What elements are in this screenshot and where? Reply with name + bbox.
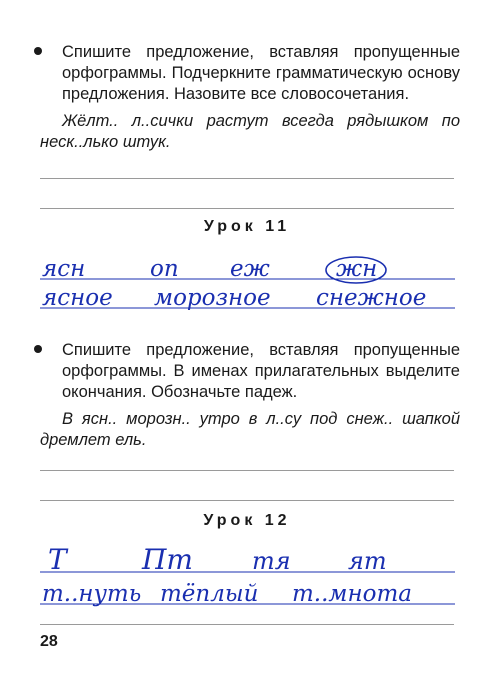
copy-item: т..мнота — [292, 581, 413, 607]
lesson-11-copy-sample — [30, 248, 460, 322]
lesson-12-title: Урок 12 — [203, 512, 291, 529]
copy-item: т..нуть — [42, 581, 142, 607]
page-number: 28 — [40, 633, 58, 650]
copy-item: ясн — [42, 256, 86, 282]
copy-item: тя — [252, 547, 291, 575]
copy-item: оп — [150, 256, 179, 282]
writing-line — [40, 178, 454, 179]
copy-item: снежное — [316, 285, 427, 311]
lesson-11-title: Урок 11 — [203, 218, 291, 235]
writing-line — [40, 208, 454, 209]
task-1 — [40, 42, 460, 153]
task-2 — [40, 340, 460, 451]
task-2-instruction: Спишите предложение, вставляя пропущенные орфограммы. В именах прилагательных выделите окончания. Обозначьте падеж. — [62, 341, 460, 401]
task-1-exercise: Жёлт.. л..сички растут всегда рядышком по неск..лько штук. — [40, 112, 460, 151]
bullet-icon — [34, 345, 42, 353]
copy-item: ясное — [42, 285, 113, 311]
lesson-12-copy-sample — [30, 538, 460, 616]
copy-item: Пт — [142, 543, 193, 576]
writing-line — [40, 624, 454, 625]
bullet-icon — [34, 47, 42, 55]
copy-item: ят — [348, 547, 387, 575]
writing-line — [40, 500, 454, 501]
copy-item: тёплый — [160, 581, 259, 607]
copy-item: еж — [230, 256, 270, 282]
copy-item: жн — [336, 256, 378, 282]
copy-item: морозное — [154, 285, 271, 311]
task-2-exercise: В ясн.. морозн.. утро в л..су под снеж.. шапкой дремлет ель. — [40, 410, 460, 449]
task-1-instruction: Спишите предложение, вставляя пропущенные орфограммы. Подчеркните грамматическую основу предложения. Назовите все словосочетания. — [62, 43, 460, 103]
copy-item: Т — [48, 543, 67, 576]
writing-line — [40, 470, 454, 471]
